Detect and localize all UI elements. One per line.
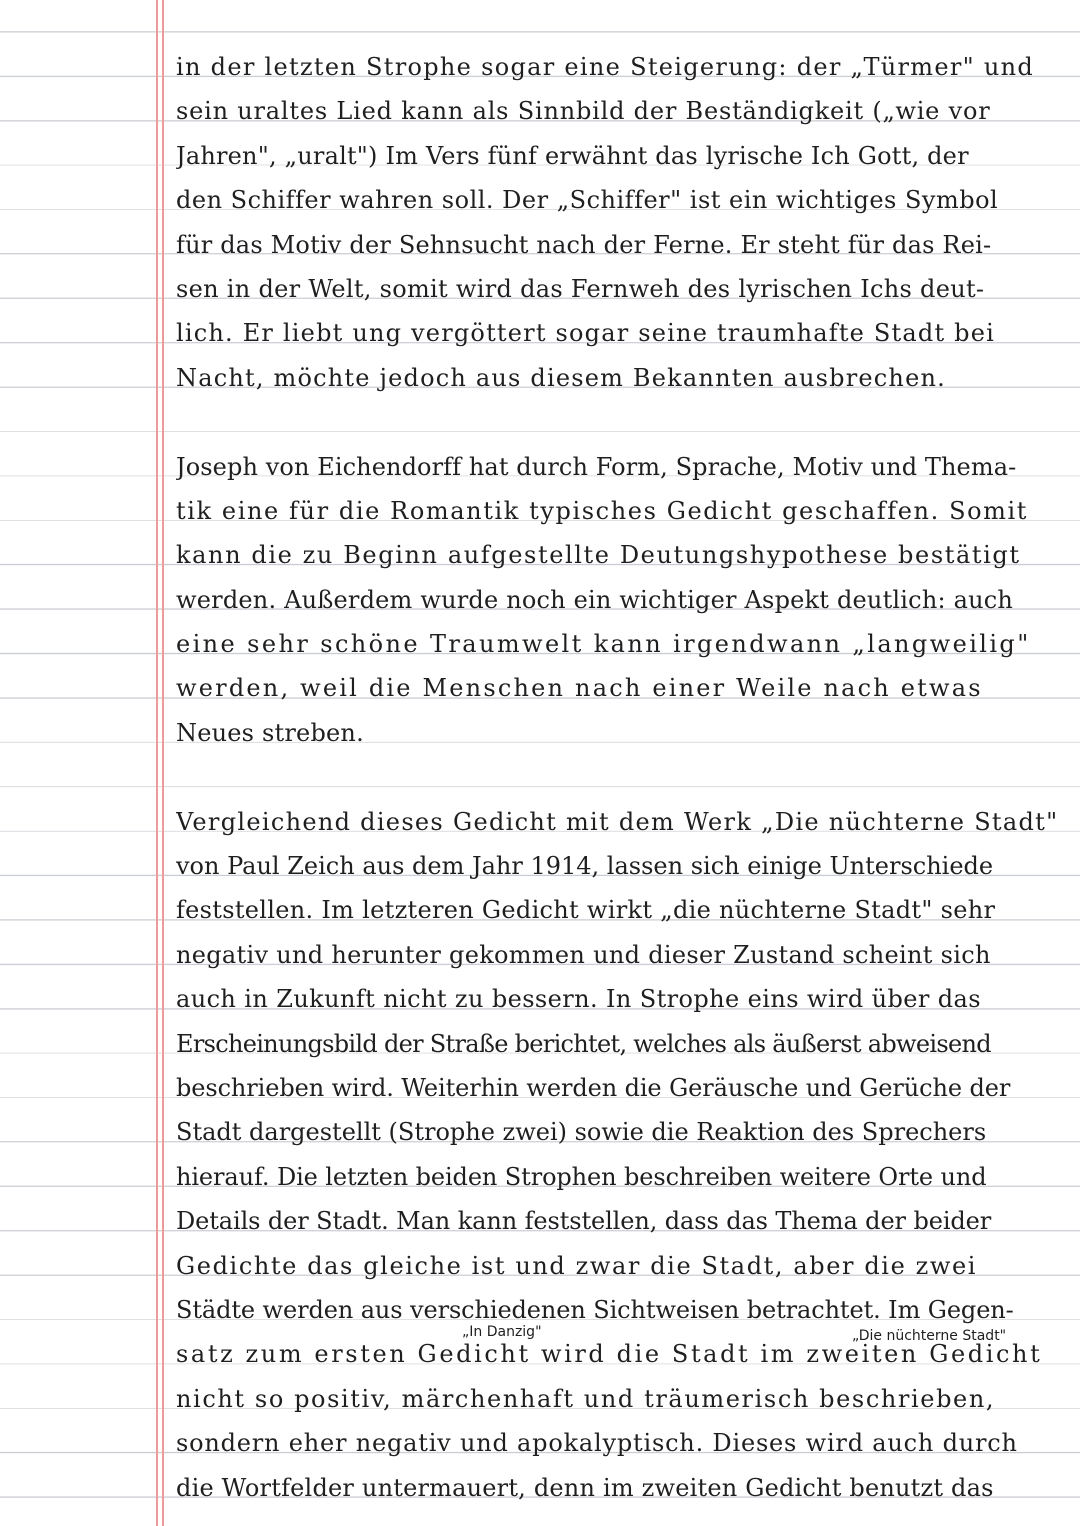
text-line: sen in der Welt, somit wird das Fernweh des lyrischen Ichs deut- bbox=[176, 274, 985, 303]
text-line: Erscheinungsbild der Straße berichtet, welches als äußerst abweisend bbox=[176, 1029, 991, 1058]
text-line: Nacht, möchte jedoch aus diesem Bekannten ausbrechen. bbox=[176, 363, 946, 392]
text-line: negativ und herunter gekommen und dieser Zustand scheint sich bbox=[176, 940, 991, 969]
text-line: auch in Zukunft nicht zu bessern. In Strophe eins wird über das bbox=[176, 985, 981, 1014]
text-line: in der letzten Strophe sogar eine Steigerung: der „Türmer" und bbox=[176, 53, 1035, 81]
handwritten-text bbox=[176, 45, 1066, 1510]
text-line: für das Motiv der Sehnsucht nach der Ferne. Er steht für das Rei- bbox=[176, 230, 992, 259]
text-line: hierauf. Die letzten beiden Strophen beschreiben weitere Orte und bbox=[176, 1162, 987, 1191]
text-line: Vergleichend dieses Gedicht mit dem Werk „Die nüchterne Stadt" bbox=[176, 807, 1059, 836]
text-line: Gedichte das gleiche ist und zwar die Stadt, aber die zwei bbox=[176, 1251, 978, 1280]
text-line: Jahren", „uralt") Im Vers fünf erwähnt das lyrische Ich Gott, der bbox=[176, 141, 969, 170]
text-line: nicht so positiv, märchenhaft und träumerisch beschrieben, bbox=[176, 1384, 996, 1413]
text-line: werden, weil die Menschen nach einer Weile nach etwas bbox=[176, 674, 983, 703]
margin-line bbox=[162, 0, 164, 1526]
text-line: werden. Außerdem wurde noch ein wichtiger Aspekt deutlich: auch bbox=[176, 585, 1014, 614]
paragraph-2 bbox=[176, 445, 1066, 756]
text-line: beschrieben wird. Weiterhin werden die Geräusche und Gerüche der bbox=[176, 1073, 1011, 1102]
text-line: von Paul Zeich aus dem Jahr 1914, lassen sich einige Unterschiede bbox=[176, 852, 994, 881]
text-line: lich. Er liebt ung vergöttert sogar seine traumhafte Stadt bei bbox=[176, 319, 995, 348]
text-line: Stadt dargestellt (Strophe zwei) sowie die Reaktion des Sprechers bbox=[176, 1118, 987, 1147]
text-line: sein uraltes Lied kann als Sinnbild der Beständigkeit („wie vor bbox=[176, 97, 991, 126]
text-line: die Wortfelder untermauert, denn im zweiten Gedicht benutzt das bbox=[176, 1473, 994, 1502]
text-line: satz zum ersten Gedicht wird die Stadt im zweiten Gedicht bbox=[176, 1340, 1043, 1369]
text-line: eine sehr schöne Traumwelt kann irgendwann „langweilig" bbox=[176, 630, 1031, 659]
insertion-second-poem: „Die nüchterne Stadt" bbox=[852, 1328, 1007, 1344]
text-line: Städte werden aus verschiedenen Sichtweisen betrachtet. Im Gegen- bbox=[176, 1295, 1014, 1324]
text-line: Details der Stadt. Man kann feststellen, dass das Thema der beider bbox=[176, 1207, 992, 1236]
text-line: Joseph von Eichendorff hat durch Form, Sprache, Motiv und Thema- bbox=[176, 452, 1017, 481]
text-line: sondern eher negativ und apokalyptisch. Dieses wird auch durch bbox=[176, 1429, 1018, 1458]
margin-line bbox=[156, 0, 158, 1526]
text-line: Neues streben. bbox=[176, 718, 364, 747]
text-line: feststellen. Im letzteren Gedicht wirkt „die nüchterne Stadt" sehr bbox=[176, 896, 996, 925]
paragraph-3 bbox=[176, 800, 1066, 1510]
text-line: kann die zu Beginn aufgestellte Deutungshypothese bestätigt bbox=[176, 541, 1021, 570]
text-line: den Schiffer wahren soll. Der „Schiffer" ist ein wichtiges Symbol bbox=[176, 186, 999, 215]
paragraph-1 bbox=[176, 45, 1066, 400]
insertion-first-poem: „In Danzig" bbox=[462, 1324, 542, 1340]
text-line: tik eine für die Romantik typisches Gedicht geschaffen. Somit bbox=[176, 496, 1029, 525]
